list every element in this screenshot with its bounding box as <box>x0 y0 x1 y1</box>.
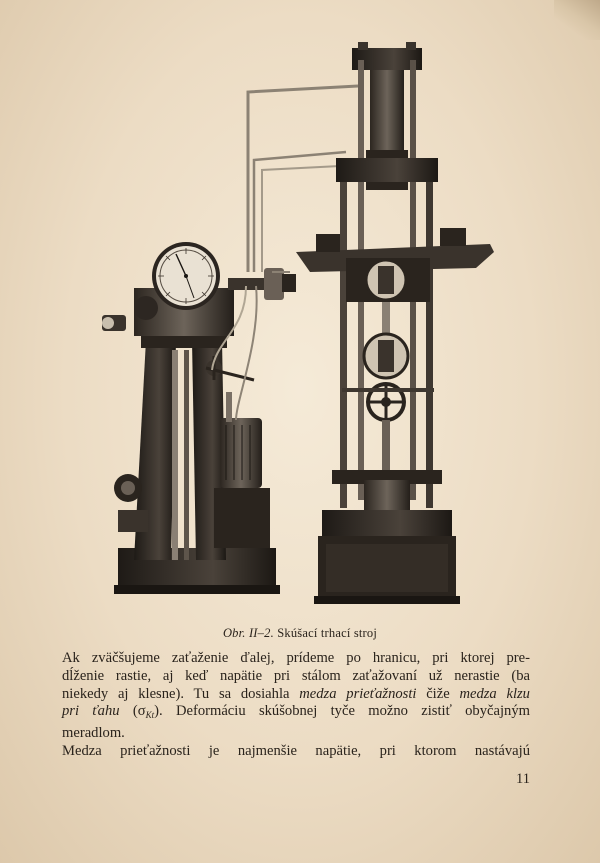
body-text <box>62 650 530 761</box>
page-number: 11 <box>516 771 530 787</box>
figure-caption <box>0 626 600 641</box>
line-4-text: . Deformáciu skúšobnej tyče možno zistiť obyčajným <box>158 703 530 720</box>
sigma-subscript: Kt <box>145 710 155 721</box>
paragraph-1-line-5: meradlom. <box>62 725 125 742</box>
line-3-text: niekedy aj klesne). Tu sa dosiahla <box>62 685 300 702</box>
sigma-open: (σ <box>132 703 146 720</box>
paragraph-1-line-3 <box>62 686 530 704</box>
paragraph-1-line-1: Ak zväčšujeme zaťaženie ďalej, prídeme po hranicu, pri ktorej pre- <box>62 650 530 666</box>
paragraph-2-line-1: Medza prieťažnosti je najmenšie napätie, pri ktorom nastávajú <box>62 742 530 759</box>
sigma-close: ) <box>154 703 159 720</box>
term-medza-prietaznosti: medza prieťažnosti <box>299 685 417 702</box>
tensile-testing-machine-photo-icon <box>96 40 506 610</box>
figure-title: Skúšací trhací stroj <box>277 626 378 640</box>
paragraph-1-line-2: dĺženie rastie, aj keď napätie pri stálom zaťažovaní už nerastie (ba <box>62 667 530 684</box>
figure-number: Obr. II–2. <box>222 626 274 640</box>
figure-tensile-testing-machine <box>96 40 506 610</box>
line-3-conjunction: čiže <box>416 685 460 702</box>
paragraph-1-line-4 <box>62 703 530 725</box>
term-pri-tahu: pri ťahu <box>62 703 120 720</box>
term-medza-klzu: medza klzu <box>459 685 530 702</box>
sigma-symbol <box>133 703 159 719</box>
page-corner-curl <box>554 0 600 40</box>
